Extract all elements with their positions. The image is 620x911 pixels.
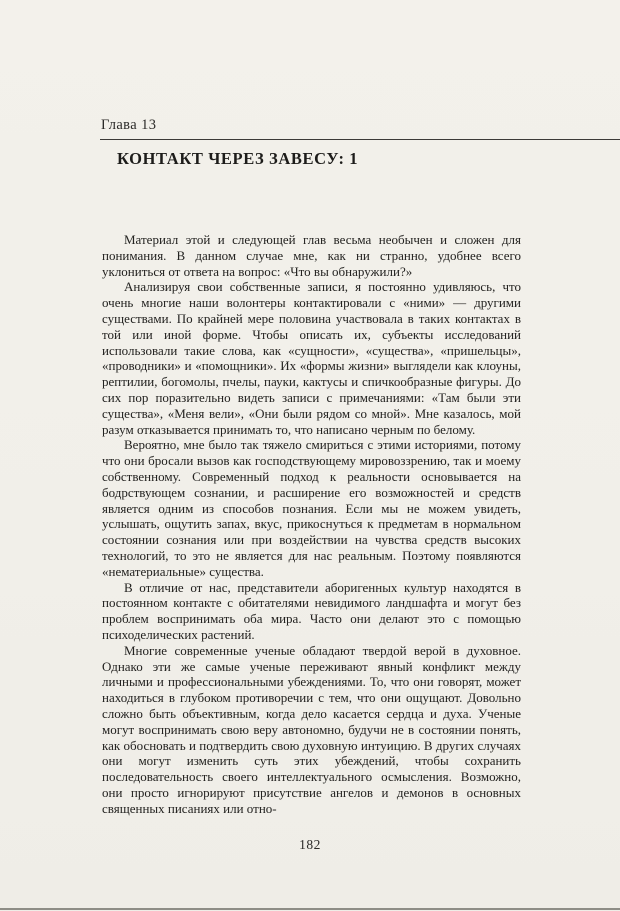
page-footer <box>0 836 620 854</box>
chapter-label: Глава 13 <box>101 117 157 133</box>
chapter-title: КОНТАКТ ЧЕРЕЗ ЗАВЕСУ: 1 <box>117 149 359 168</box>
paragraph: Многие современные ученые обладают твердой верой в духовное. Однако эти же самые ученые переживают явный конфликт между личными и профессиональными убеждениями. То, что они говорят, может находиться в глубоком противоречии с тем, что они ощущают. Довольно сложно быть объективным, когда дело касается сердца и духа. Ученые могут воспринимать свою веру автономно, будучи не в состоянии понять, как обосновать и подтвердить свою духовную интуицию. В других случаях они могут изменить суть этих убеждений, чтобы сохранить последовательность своего интеллектуального осмысления. Возможно, они просто игнорируют присутствие ангелов и демонов в основных священных писаниях или отно- <box>102 642 521 816</box>
paragraph: Вероятно, мне было так тяжело смириться с этими историями, потому что они бросали вызов как господствующему мировоззрению, так и моему собственному. Современный подход к реальности основывается на бодрствующем сознании, и расширение его возможностей и средств является одним из способов познания. Если мы не можем увидеть, услышать, ощутить запах, вкус, прикоснуться к предметам в нормальном состоянии сознания или при воздействии на чувства средств высоких технологий, то это не является для нас реальным. Поэтому появляются «нематериальные» существа. <box>102 437 521 579</box>
paragraph: Анализируя свои собственные записи, я постоянно удивляюсь, что очень многие наши волонтеры контактировали с «ними» — другими существами. По крайней мере половина участвовала в таких контактах в той или иной форме. Чтобы описать их, субъекты исследований использовали такие слова, как «сущности», «существа», «пришельцы», «проводники» и «помощники». Их «формы жизни» выглядели как клоуны, рептилии, богомолы, пчелы, пауки, кактусы и спичкообразные фигуры. До сих пор поразительно видеть записи с примечаниями: «Там были эти существа», «Меня вели», «Они были рядом со мной». Мне казалось, мой разум отказывается принимать то, что написано черным по белому. <box>102 279 521 437</box>
body-text <box>102 232 521 816</box>
scan-bottom-edge <box>0 908 620 910</box>
paragraph: В отличие от нас, представители аборигенных культур находятся в постоянном контакте с обитателями невидимого ландшафта и могут без проблем воспринимать оба мира. Часто они делают это с помощью психоделических растений. <box>102 579 521 642</box>
header-rule <box>100 139 620 140</box>
page-number: 182 <box>299 837 321 852</box>
paragraph: Материал этой и следующей глав весьма необычен и сложен для понимания. В данном случае мне, как ни странно, удобнее всего уклониться от ответа на вопрос: «Что вы обнаружили?» <box>102 232 521 279</box>
